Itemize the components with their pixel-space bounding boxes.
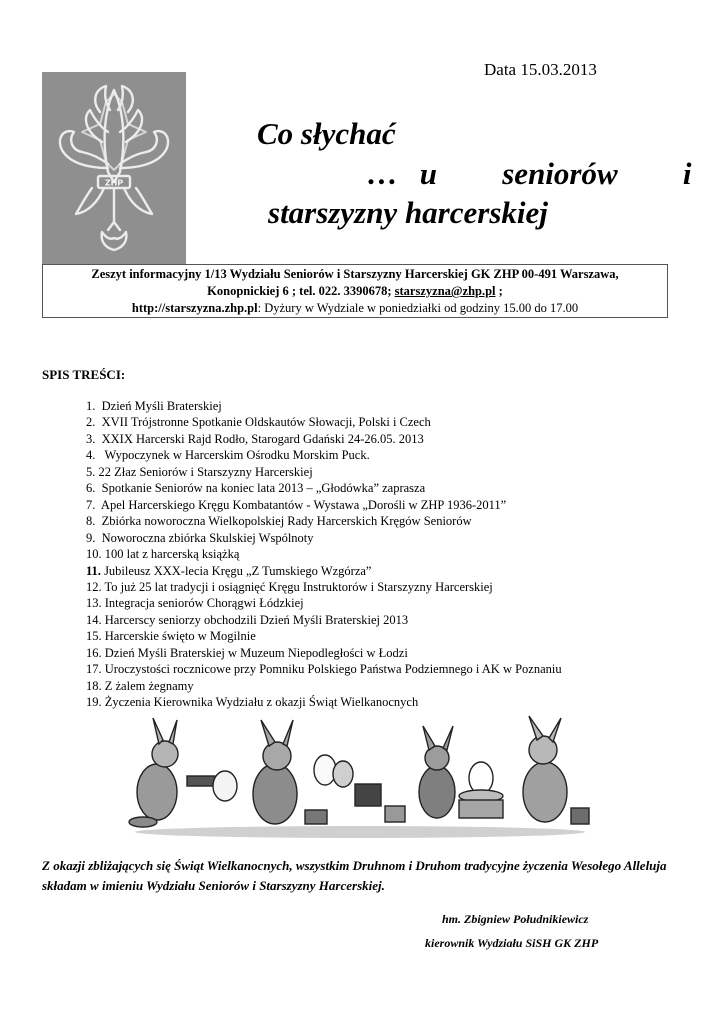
issue-date: Data 15.03.2013 [484, 60, 597, 79]
easter-bunnies-icon [125, 714, 595, 839]
emblem-text: ZHP [104, 178, 124, 188]
email-link[interactable]: starszyzna@zhp.pl [394, 284, 496, 298]
toc-item[interactable]: 19. Życzenia Kierownika Wydziału z okazji Świąt Wielkanocnych [86, 695, 419, 710]
toc-item[interactable]: 2. XVII Trójstronne Spotkanie Oldskautów Słowacji, Polski i Czech [86, 415, 431, 430]
toc-list [86, 398, 562, 711]
zhp-logo [42, 72, 186, 264]
duty-hours: : Dyżury w Wydziale w poniedziałki od godziny 15.00 do 17.00 [257, 301, 579, 315]
toc-item[interactable]: 12. To już 25 lat tradycji i osiągnięć Kręgu Instruktorów i Starszyzny Harcerskiej [86, 579, 493, 594]
website-link[interactable]: http://starszyzna.zhp.pl [131, 301, 258, 315]
signature-role: kierownik Wydziału SiSH GK ZHP [425, 936, 599, 950]
toc-item[interactable]: 18. Z żalem żegnamy [86, 678, 194, 693]
info-box [42, 264, 668, 318]
toc-item[interactable]: 9. Noworoczna zbiórka Skulskiej Wspólnoty [86, 530, 314, 545]
toc-item[interactable]: 15. Harcerskie święto w Mogilnie [86, 629, 256, 644]
info-address: Konopnickiej 6 ; tel. 022. 3390678; [207, 284, 395, 298]
info-line-3 [43, 300, 667, 317]
toc-item[interactable]: 1. Dzień Myśli Braterskiej [86, 399, 222, 413]
toc-item[interactable]: 11. Jubileusz XXX-lecia Kręgu „Z Tumskiego Wzgórza” [86, 563, 372, 578]
toc-item[interactable]: 6. Spotkanie Seniorów na koniec lata 2013 – „Głodówka” zaprasza [86, 481, 426, 496]
zhp-lily-cross-icon [42, 72, 186, 264]
toc-item[interactable]: 13. Integracja seniorów Chorągwi Łódzkiej [86, 596, 304, 611]
toc-item[interactable]: 3. XXIX Harcerski Rajd Rodło, Starogard Gdański 24-26.05. 2013 [86, 431, 424, 446]
toc-heading: SPIS TREŚCI: [42, 367, 126, 382]
easter-greeting: Z okazji zbliżających się Świąt Wielkanocnych, wszystkim Druhnom i Druhom tradycyjne życzenia Wesołego Alleluja składam w imieniu Wydziału Seniorów i Starszyzny Harcerskiej. [42, 858, 667, 893]
toc-item[interactable]: 10. 100 lat z harcerską książką [86, 547, 240, 562]
info-line-1: Zeszyt informacyjny 1/13 Wydziału Seniorów i Starszyzny Harcerskiej GK ZHP 00-491 Warszawa, [91, 267, 619, 281]
toc-item[interactable]: 4. Wypoczynek w Harcerskim Ośrodku Morskim Puck. [86, 448, 370, 463]
title-line-3: starszyzny harcerskiej [268, 195, 548, 230]
info-line-2 [43, 283, 667, 300]
toc-item[interactable]: 16. Dzień Myśli Braterskiej w Muzeum Niepodległości w Łodzi [86, 645, 408, 660]
info-line-2-end: ; [495, 284, 503, 298]
toc-item[interactable]: 17. Uroczystości rocznicowe przy Pomniku Polskiego Państwa Podziemnego i AK w Poznaniu [86, 662, 562, 677]
title-line-1: Co słychać [257, 116, 396, 151]
toc-item[interactable]: 5. 22 Złaz Seniorów i Starszyzny Harcerskiej [86, 464, 313, 479]
toc-item[interactable]: 8. Zbiórka noworoczna Wielkopolskiej Rady Harcerskich Kręgów Seniorów [86, 514, 472, 529]
toc-item[interactable]: 7. Apel Harcerskiego Kręgu Kombatantów - Wystawa „Dorośli w ZHP 1936-2011” [86, 497, 507, 512]
signature-name: hm. Zbigniew Południkiewicz [442, 912, 589, 926]
toc-item[interactable]: 14. Harcerscy seniorzy obchodzili Dzień Myśli Braterskiej 2013 [86, 612, 409, 627]
title-line-2: … u seniorów i [367, 156, 692, 191]
easter-bunnies-illustration [125, 714, 595, 839]
